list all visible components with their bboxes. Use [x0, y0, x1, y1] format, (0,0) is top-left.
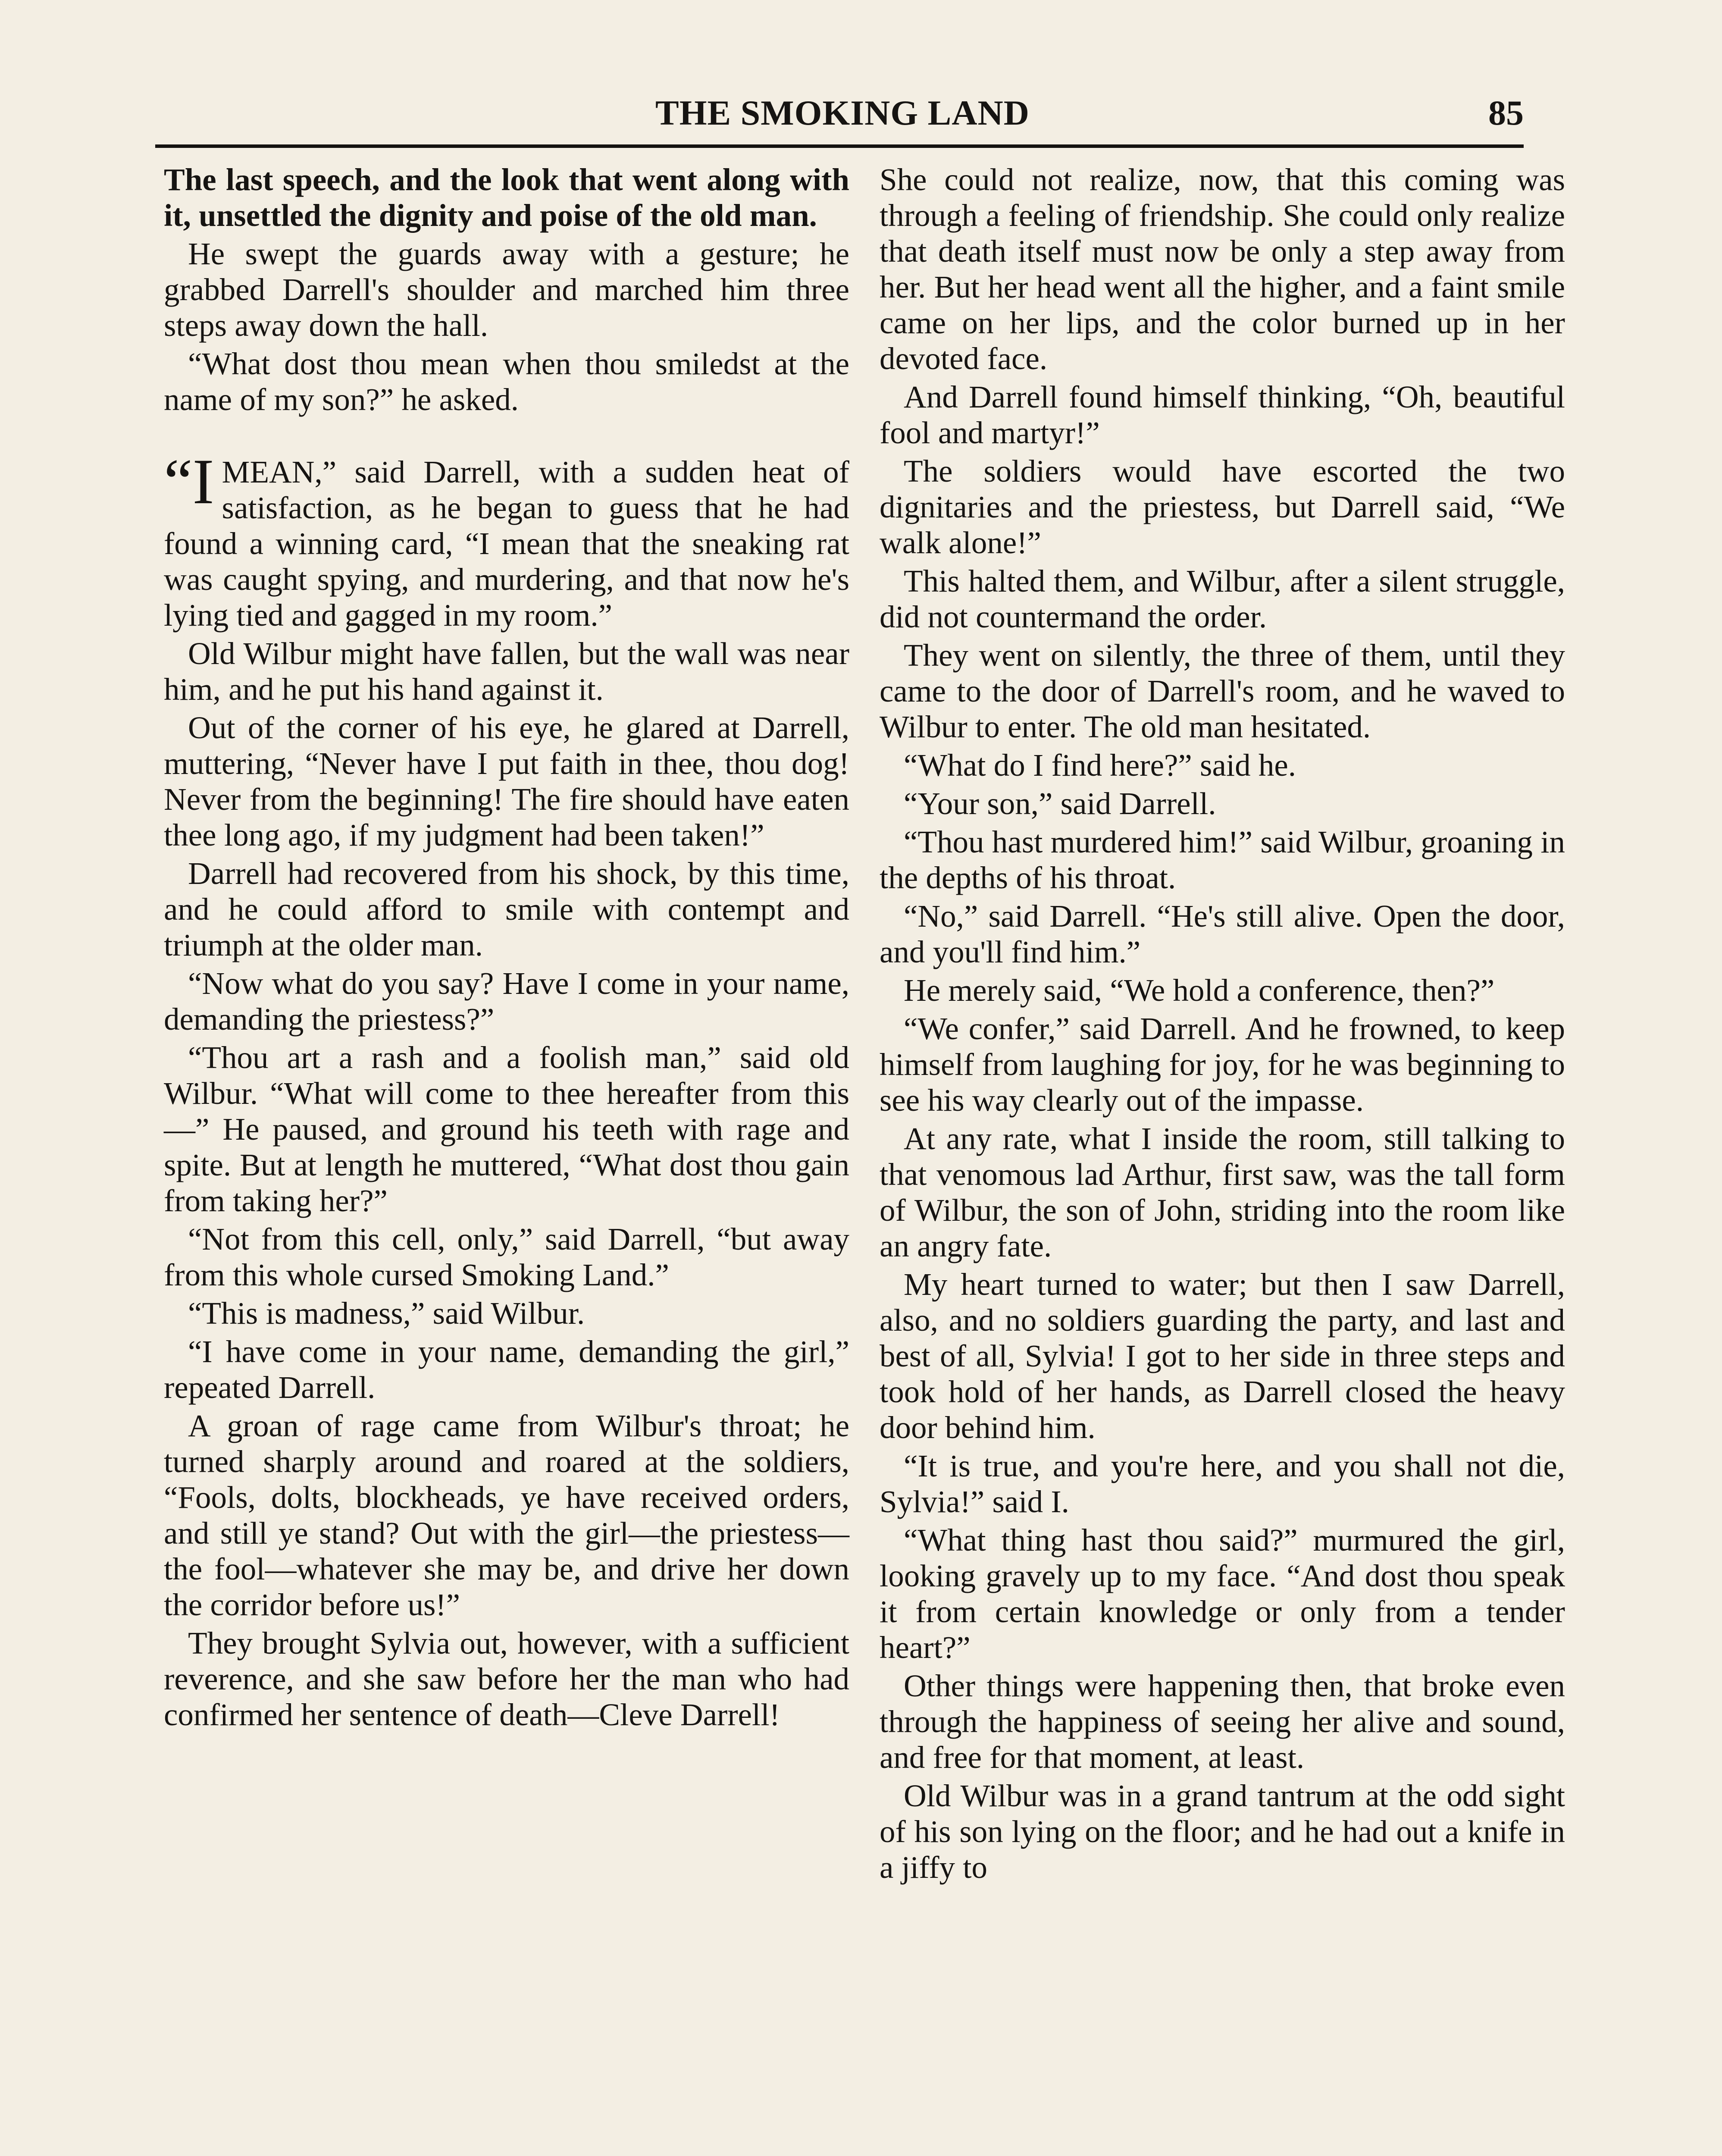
paragraph: A groan of rage came from Wilbur's throat; he turned sharply around and roared at the soldiers, “Fools, dolts, blockheads, ye have received orders, and still ye stand? Out with the girl—the priestess—the fool—whatever she may be, and drive her down the corridor before us!” [164, 1408, 849, 1622]
paragraph: The last speech, and the look that went along with it, unsettled the dignity and poise of the old man. [164, 162, 849, 233]
paragraph: “Your son,” said Darrell. [904, 786, 1216, 821]
paragraph: This halted them, and Wilbur, after a silent struggle, did not countermand the order. [880, 564, 1565, 634]
drop-cap: “I [164, 446, 214, 517]
paragraph: “This is madness,” said Wilbur. [188, 1296, 585, 1331]
paragraph: “I have come in your name, demanding the girl,” repeated Darrell. [164, 1334, 849, 1405]
running-title: THE SMOKING LAND [655, 93, 1030, 132]
paragraph: “We confer,” said Darrell. And he frowned, to keep himself from laughing for joy, for he was beginning to see his way clearly out of the impasse. [880, 1011, 1565, 1118]
paragraph: Old Wilbur might have fallen, but the wall was near him, and he put his hand against it. [164, 636, 849, 707]
paragraph: “Thou art a rash and a foolish man,” said old Wilbur. “What will come to thee hereafter from this—” He paused, and ground his teeth with rage and spite. But at length he muttered, “What dost thou gain from taking her?” [164, 1040, 849, 1218]
paragraph: “Thou hast murdered him!” said Wilbur, groaning in the depths of his throat. [880, 824, 1565, 895]
paragraph: He swept the guards away with a gesture; he grabbed Darrell's shoulder and marched him three steps away down the hall. [164, 236, 849, 343]
paragraph: “Not from this cell, only,” said Darrell, “but away from this whole cursed Smoking Land.” [164, 1222, 849, 1292]
paragraph: “It is true, and you're here, and you shall not die, Sylvia!” said I. [880, 1448, 1565, 1519]
right-column [880, 162, 1565, 1888]
header-rule [155, 144, 1524, 148]
paragraph: And Darrell found himself thinking, “Oh, beautiful fool and martyr!” [880, 379, 1565, 450]
paragraph: He merely said, “We hold a conference, then?” [904, 973, 1495, 1008]
paragraph: “No,” said Darrell. “He's still alive. Open the door, and you'll find him.” [880, 899, 1565, 969]
paragraph: They went on silently, the three of them, until they came to the door of Darrell's room, and he waved to Wilbur to enter. The old man hesitated. [880, 638, 1565, 744]
paragraph: They brought Sylvia out, however, with a sufficient reverence, and she saw before her the man who had confirmed her sentence of death—Cleve Darrell! [164, 1626, 849, 1732]
paragraph: Darrell had recovered from his shock, by this time, and he could afford to smile with contempt and triumph at the older man. [164, 856, 849, 962]
paragraph-text: MEAN,” said Darrell, with a sudden heat of satisfaction, as he began to guess that he had found a winning card, “I mean that the sneaking rat was caught spying, and murdering, and that now he's lying tied and gagged in my room.” [164, 454, 849, 633]
paragraph: “What do I find here?” said he. [904, 748, 1296, 783]
page-header [155, 93, 1524, 144]
paragraph: “What thing hast thou said?” murmured the girl, looking gravely up to my face. “And dost thou speak it from certain knowledge or only from a tender heart?” [880, 1523, 1565, 1665]
page-number: 85 [1488, 93, 1524, 132]
paragraph: Other things were happening then, that broke even through the happiness of seeing her alive and sound, and free for that moment, at least. [880, 1668, 1565, 1775]
left-column [164, 162, 849, 1735]
paragraph: My heart turned to water; but then I saw Darrell, also, and no soldiers guarding the party, and last and best of all, Sylvia! I got to her side in three steps and took hold of her hands, as Darrell closed the heavy door behind him. [880, 1267, 1565, 1445]
paragraph: At any rate, what I inside the room, still talking to that venomous lad Arthur, first saw, was the tall form of Wilbur, the son of John, striding into the room like an angry fate. [880, 1121, 1565, 1263]
paragraph: The soldiers would have escorted the two dignitaries and the priestess, but Darrell said, “We walk alone!” [880, 454, 1565, 560]
paragraph: Old Wilbur was in a grand tantrum at the odd sight of his son lying on the floor; and he had out a knife in a jiffy to [880, 1778, 1565, 1885]
paragraph: She could not realize, now, that this coming was through a feeling of friendship. She could only realize that death itself must now be only a step away from her. But her head went all the higher, and a faint smile came on her lips, and the color burned up in her devoted face. [880, 162, 1565, 376]
section-start-paragraph [164, 446, 849, 633]
paragraph: “What dost thou mean when thou smiledst at the name of my son?” he asked. [164, 346, 849, 417]
paragraph: Out of the corner of his eye, he glared at Darrell, muttering, “Never have I put faith in thee, thou dog! Never from the beginning! The fire should have eaten thee long ago, if my judgment had been taken!” [164, 710, 849, 852]
paragraph: “Now what do you say? Have I come in your name, demanding the priestess?” [164, 966, 849, 1037]
